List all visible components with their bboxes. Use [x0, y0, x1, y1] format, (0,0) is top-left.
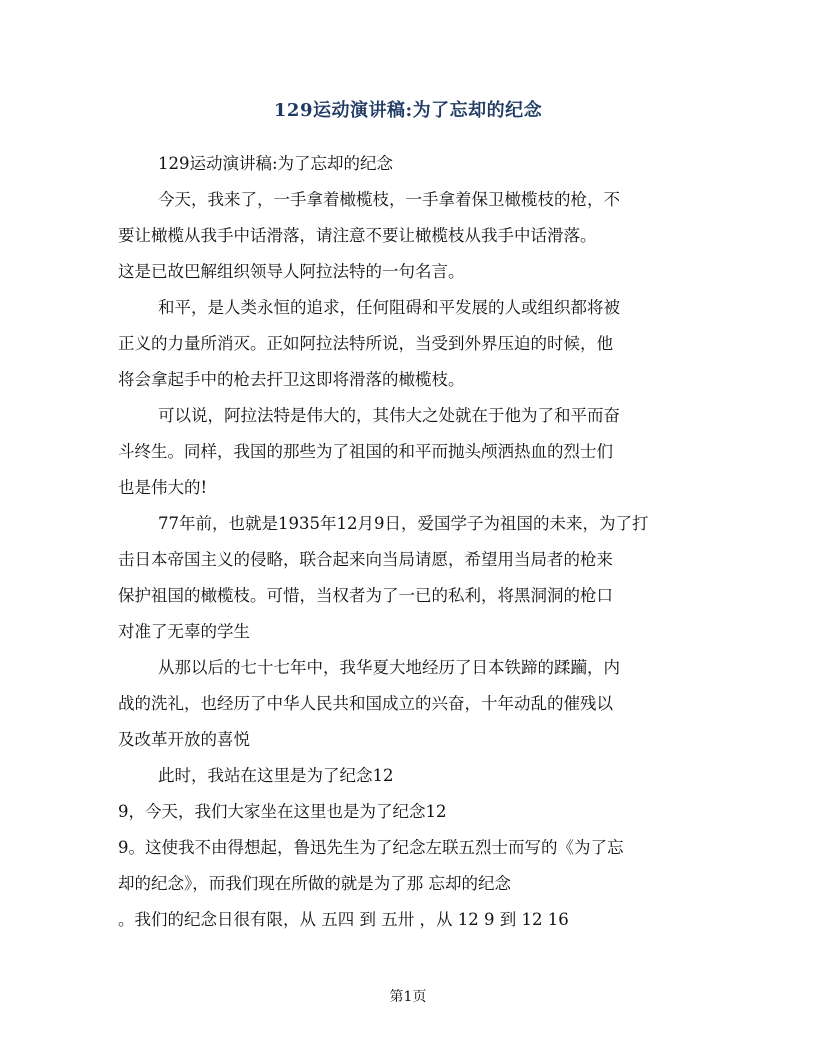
body-line: 此时，我站在这里是为了纪念12 [158, 766, 394, 785]
page-number: 第1页 [389, 989, 427, 1005]
body-line: 。我们的纪念日很有限，从 五四 到 五卅 ，从 12 9 到 12 16 [118, 910, 569, 929]
body-line: 将会拿起手中的枪去扞卫这即将滑落的橄榄枝。 [118, 370, 465, 389]
body-line: 及改革开放的喜悦 [118, 730, 250, 749]
body-line: 77年前，也就是1935年12月9日，爱国学子为祖国的未来，为了打 [158, 514, 649, 533]
body-line: 从那以后的七十七年中，我华夏大地经历了日本铁蹄的蹂躏，内 [158, 658, 620, 677]
body-line: 9。这使我不由得想起，鲁迅先生为了纪念左联五烈士而写的《为了忘 [118, 838, 624, 857]
body-line: 今天，我来了，一手拿着橄榄枝，一手拿着保卫橄榄枝的枪，不 [158, 190, 620, 209]
body-line: 可以说，阿拉法特是伟大的，其伟大之处就在于他为了和平而奋 [158, 406, 620, 425]
body-line: 却的纪念》，而我们现在所做的就是为了那 忘却的纪念 [118, 874, 511, 893]
body-line: 正义的力量所消灭。正如阿拉法特所说，当受到外界压迫的时候，他 [118, 334, 613, 353]
body-line: 对准了无辜的学生 [118, 622, 250, 641]
body-line: 击日本帝国主义的侵略，联合起来向当局请愿，希望用当局者的枪来 [118, 550, 613, 569]
body-line: 要让橄榄从我手中话滑落，请注意不要让橄榄枝从我手中话滑落。 [118, 226, 597, 245]
document-body [118, 146, 698, 938]
body-line: 保护祖国的橄榄枝。可惜，当权者为了一已的私利，将黑洞洞的枪口 [118, 586, 613, 605]
body-line: 9，今天，我们大家坐在这里也是为了纪念12 [118, 802, 447, 821]
body-line: 斗终生。同样，我国的那些为了祖国的和平而抛头颅洒热血的烈士们 [118, 442, 613, 461]
document-title: 129运动演讲稿:为了忘却的纪念 [273, 100, 543, 121]
body-line: 129运动演讲稿:为了忘却的纪念 [158, 154, 394, 173]
body-line: 也是伟大的! [118, 478, 208, 497]
body-line: 这是已故巴解组织领导人阿拉法特的一句名言。 [118, 262, 465, 281]
body-line: 和平，是人类永恒的追求，任何阻碍和平发展的人或组织都将被 [158, 298, 620, 317]
body-line: 战的洗礼，也经历了中华人民共和国成立的兴奋，十年动乱的催残以 [118, 694, 613, 713]
